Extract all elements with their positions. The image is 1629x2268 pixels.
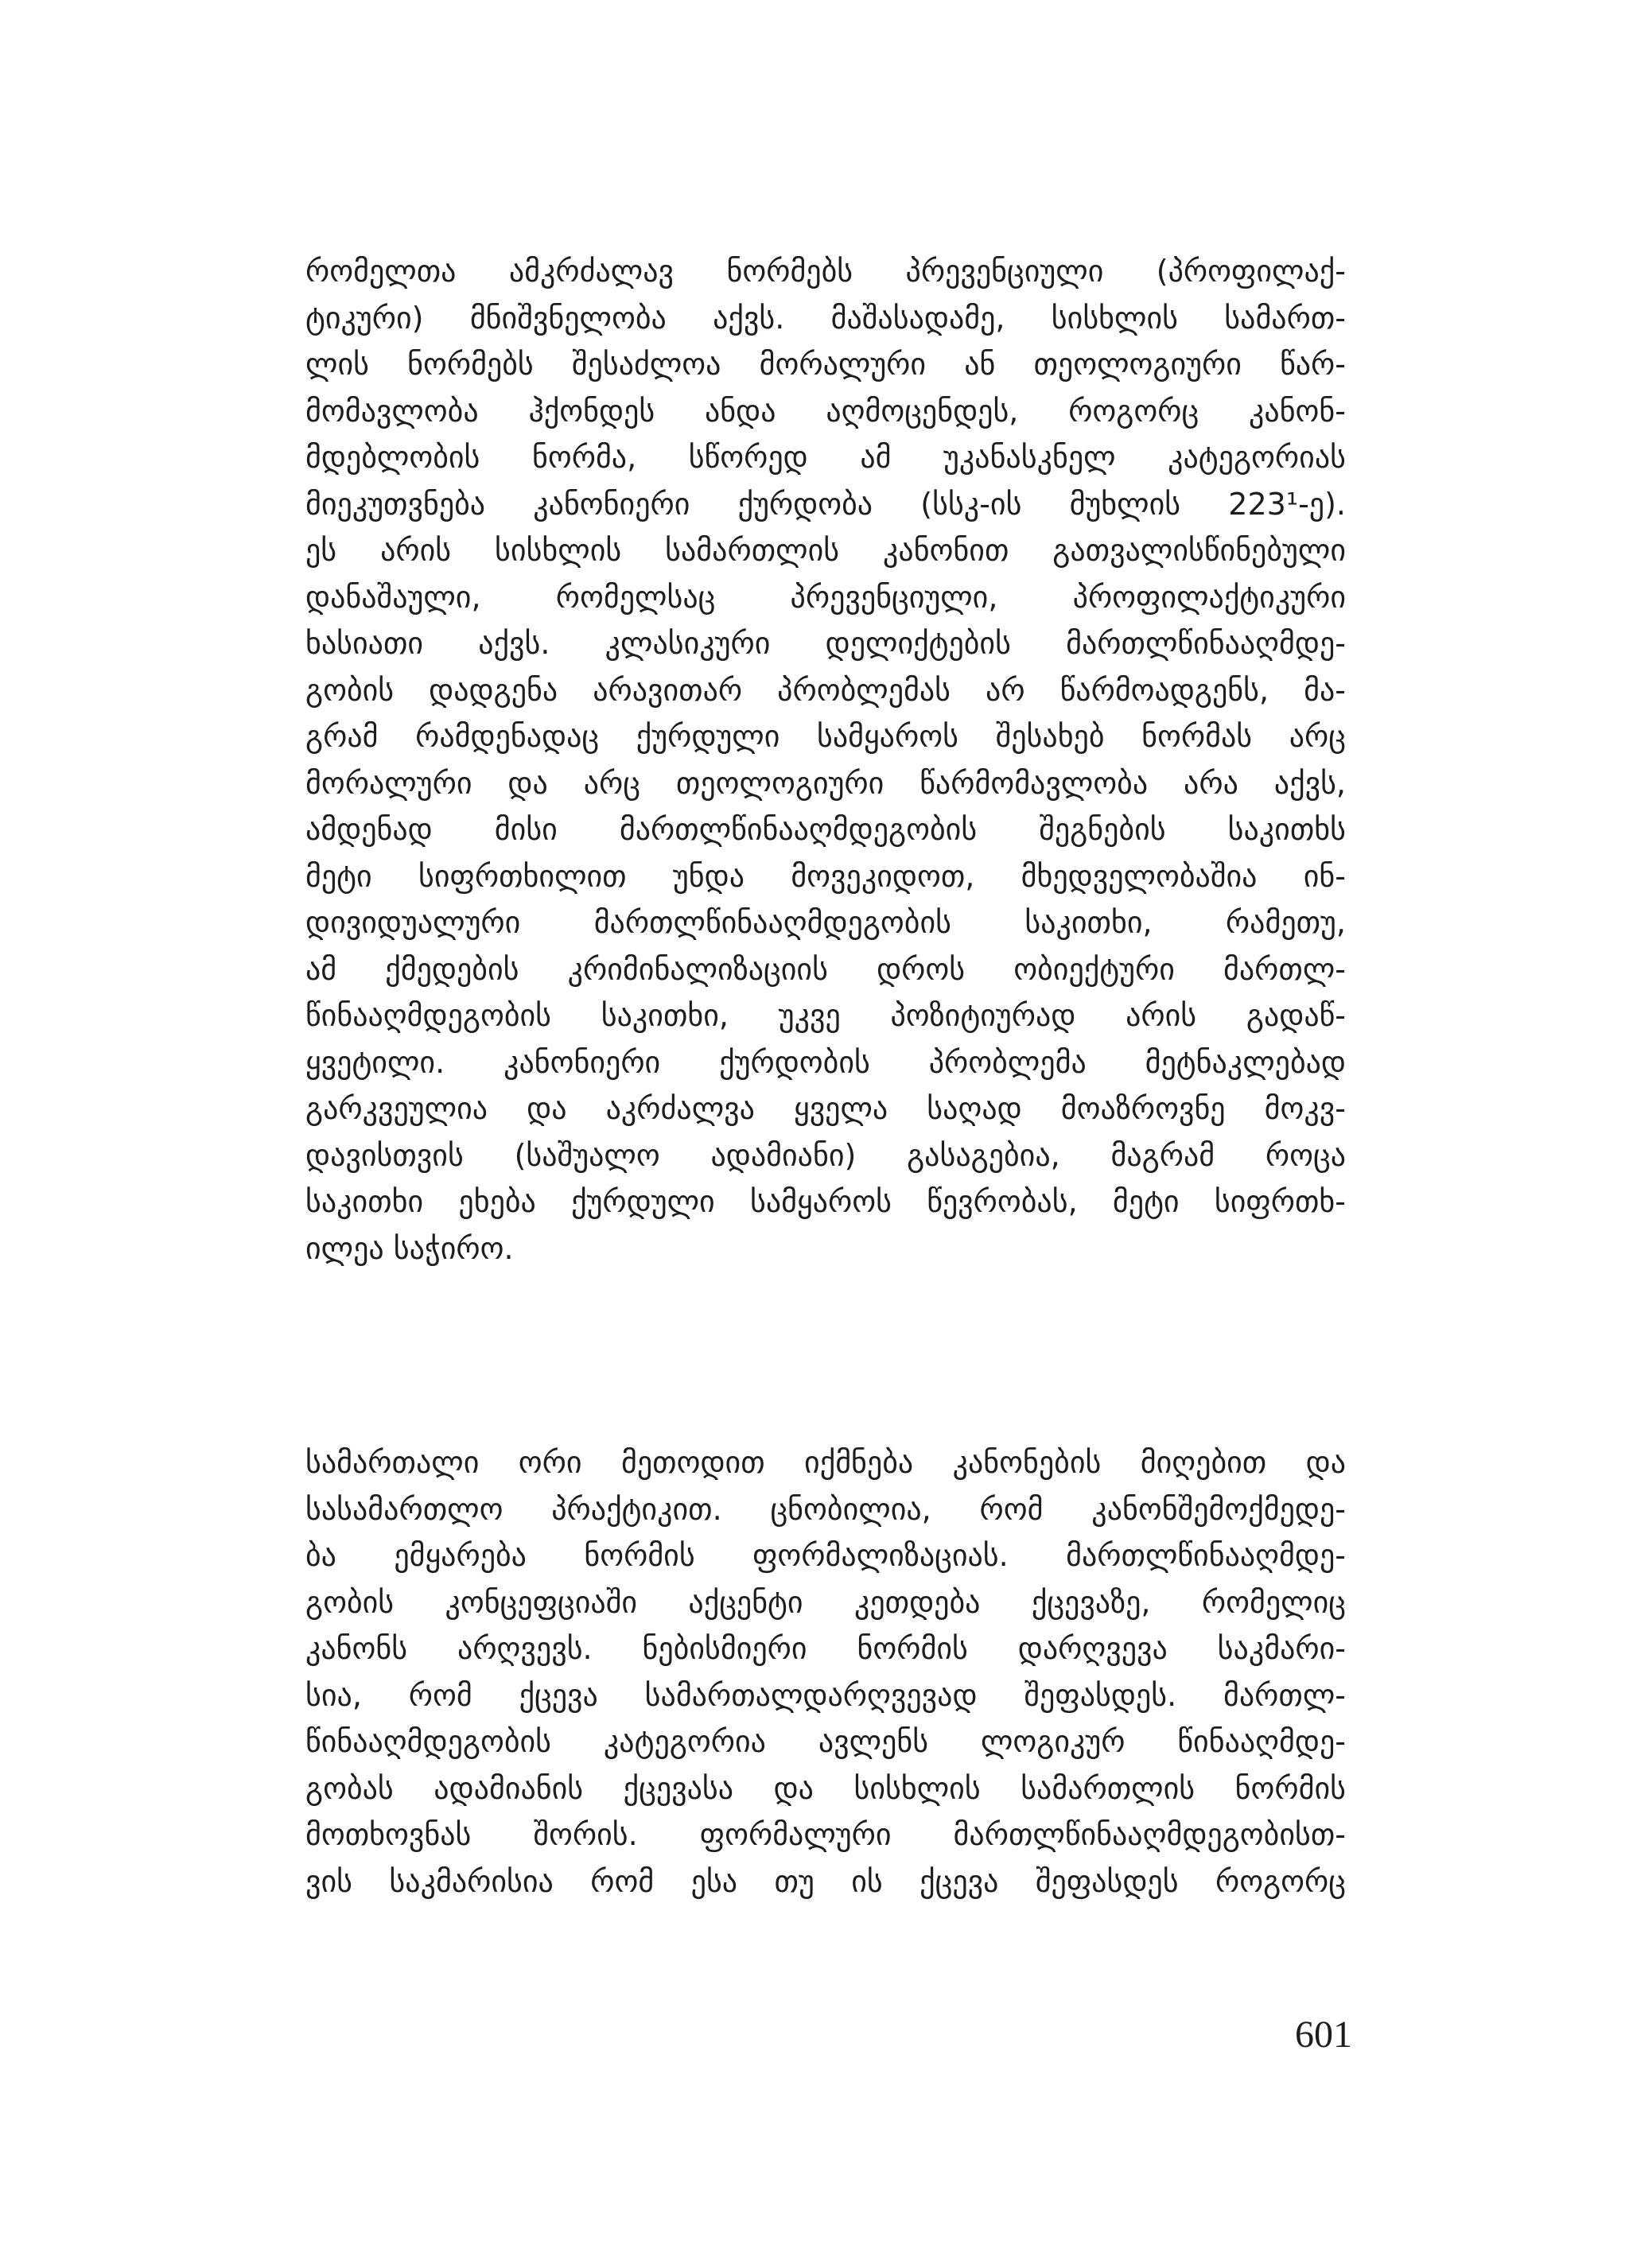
- text-line: მომავლობა ჰქონდეს ანდა აღმოცენდეს, როგორც კანონ-: [305, 393, 1346, 429]
- text-line: დავისთვის (საშუალო ადამიანი) გასაგებია, მაგრამ როცა: [305, 1137, 1346, 1173]
- text-line: გობას ადამიანის ქცევასა და სისხლის სამართლის ნორმის: [305, 1770, 1346, 1806]
- text-line: ილეა საჭირო.: [305, 1230, 514, 1266]
- text-line: გობის კონცეფციაში აქცენტი კეთდება ქცევაზე, რომელიც: [305, 1584, 1346, 1620]
- text-line: ხასიათი აქვს. კლასიკური დელიქტების მართლწინააღმდე-: [305, 626, 1346, 661]
- text-line: მოთხოვნას შორის. ფორმალური მართლწინააღმდეგობისთ-: [305, 1817, 1346, 1852]
- paragraph-2: [305, 1439, 1346, 1905]
- text-line: სასამართლო პრაქტიკით. ცნობილია, რომ კანონშემოქმედე-: [305, 1491, 1346, 1527]
- text-line: ეს არის სისხლის სამართლის კანონით გათვალისწინებული: [305, 533, 1346, 568]
- text-line: რომელთა ამკრძალავ ნორმებს პრევენციული (პროფილაქ-: [305, 254, 1346, 289]
- text-line: ვის საკმარისია რომ ესა თუ ის ქცევა შეფასდეს როგორც: [305, 1863, 1346, 1899]
- text-line: სია, რომ ქცევა სამართალდარღვევად შეფასდეს. მართლ-: [305, 1677, 1346, 1713]
- text-line: წინააღმდეგობის საკითხი, უკვე პოზიტიურად არის გადაწ-: [305, 998, 1346, 1033]
- text-line: გობის დადგენა არავითარ პრობლემას არ წარმოადგენს, მა-: [305, 672, 1346, 708]
- text-line: დივიდუალური მართლწინააღმდეგობის საკითხი, რამეთუ,: [305, 905, 1346, 940]
- text-line: წინააღმდეგობის კატეგორია ავლენს ლოგიკურ წინააღმდე-: [305, 1724, 1346, 1759]
- text-line: მიეკუთვნება კანონიერი ქურდობა (სსკ-ის მუხლის 223¹-ე).: [305, 486, 1346, 522]
- paragraph-1: [305, 248, 1346, 1272]
- text-line: ამ ქმედების კრიმინალიზაციის დროს ობიექტური მართლ-: [305, 951, 1346, 987]
- text-line: მორალური და არც თეოლოგიური წარმომავლობა არა აქვს,: [305, 765, 1346, 801]
- text-line: ამდენად მისი მართლწინააღმდეგობის შეგნების საკითხს: [305, 812, 1346, 847]
- text-line: კანონს არღვევს. ნებისმიერი ნორმის დარღვევა საკმარი-: [305, 1631, 1346, 1666]
- text-line: ლის ნორმებს შესაძლოა მორალური ან თეოლოგიური წარ-: [305, 347, 1346, 382]
- text-line: დანაშაული, რომელსაც პრევენციული, პროფილაქტიკური: [305, 579, 1346, 615]
- text-line: ბა ემყარება ნორმის ფორმალიზაციას. მართლწინააღმდე-: [305, 1538, 1346, 1573]
- text-line: მდებლობის ნორმა, სწორედ ამ უკანასკნელ კატეგორიას: [305, 440, 1346, 475]
- text-line: ტიკური) მნიშვნელობა აქვს. მაშასადამე, სისხლის სამართ-: [305, 300, 1346, 336]
- text-line: გრამ რამდენადაც ქურდული სამყაროს შესახებ ნორმას არც: [305, 719, 1346, 754]
- text-line: სამართალი ორი მეთოდით იქმნება კანონების მიღებით და: [305, 1445, 1346, 1480]
- text-line: მეტი სიფრთხილით უნდა მოვეკიდოთ, მხედველობაშია ინ-: [305, 858, 1346, 894]
- text-line: ყვეტილი. კანონიერი ქურდობის პრობლემა მეტნაკლებად: [305, 1044, 1346, 1080]
- text-line: გარკვეულია და აკრძალვა ყველა საღად მოაზროვნე მოკვ-: [305, 1091, 1346, 1126]
- page-number: 601: [1295, 2014, 1352, 2056]
- text-line: საკითხი ეხება ქურდული სამყაროს წევრობას, მეტი სიფრთხ-: [305, 1184, 1346, 1219]
